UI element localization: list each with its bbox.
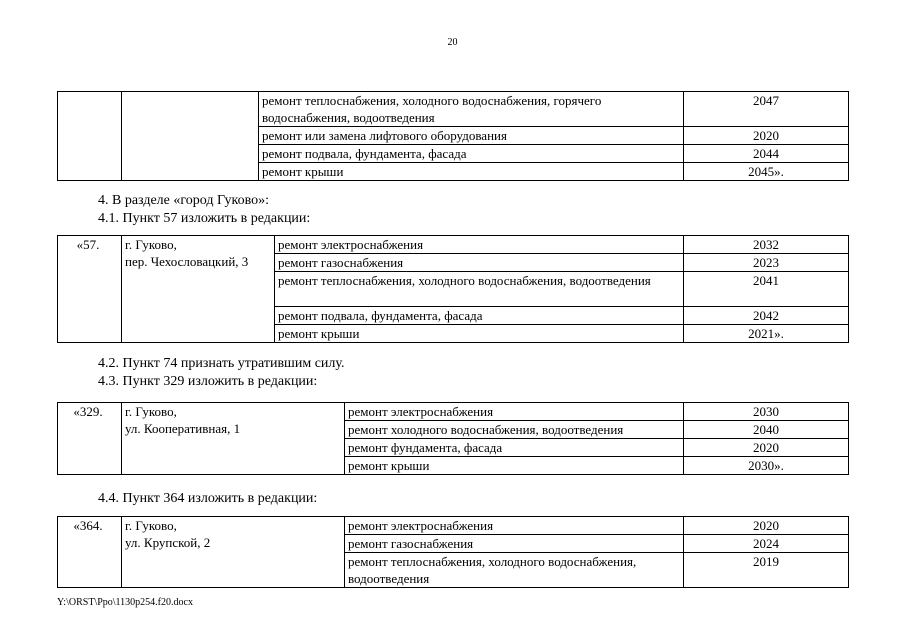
work-cell: ремонт теплоснабжения, холодного водоснабжения, водоотведения [275,272,684,307]
year-cell: 2020 [684,439,849,457]
work-cell: ремонт крыши [345,457,684,475]
address-street: ул. Крупской, 2 [125,535,211,550]
work-cell: ремонт фундамента, фасада [345,439,684,457]
table-item-364 [57,516,849,588]
work-cell: ремонт теплоснабжения, холодного водоснабжения, горячего водоснабжения, водоотведения [259,92,684,127]
year-cell: 2023 [684,254,849,272]
table-continuation [57,91,849,181]
year-cell: 2020 [684,127,849,145]
address-cell [122,92,259,181]
work-cell: ремонт газоснабжения [275,254,684,272]
table-row [58,517,849,535]
year-cell: 2019 [684,553,849,588]
paragraph-4-2: 4.2. Пункт 74 признать утратившим силу. [98,356,345,371]
year-cell: 2030 [684,403,849,421]
work-cell: ремонт крыши [259,163,684,181]
item-number: «329. [58,403,122,475]
year-cell: 2030». [684,457,849,475]
year-cell: 2021». [684,325,849,343]
address-city: г. Гуково, [125,404,177,419]
work-cell: ремонт крыши [275,325,684,343]
paragraph-4: 4. В разделе «город Гуково»: [98,193,270,208]
item-number: «364. [58,517,122,588]
work-cell: ремонт электроснабжения [345,403,684,421]
page-number: 20 [447,37,458,48]
address-cell [122,403,345,475]
item-number: «57. [58,236,122,343]
work-cell: ремонт подвала, фундамента, фасада [275,307,684,325]
address-city: г. Гуково, [125,237,177,252]
year-cell: 2041 [684,272,849,307]
work-cell: ремонт холодного водоснабжения, водоотведения [345,421,684,439]
work-cell: ремонт теплоснабжения, холодного водоснабжения, водоотведения [345,553,684,588]
table-row [58,92,849,127]
address-street: ул. Кооперативная, 1 [125,421,241,436]
work-cell: ремонт электроснабжения [345,517,684,535]
work-cell: ремонт газоснабжения [345,535,684,553]
table-item-57 [57,235,849,343]
year-cell: 2024 [684,535,849,553]
year-cell: 2047 [684,92,849,127]
year-cell: 2045». [684,163,849,181]
footer-file-path: Y:\ORST\Ppo\1130p254.f20.docx [57,597,193,608]
address-cell [122,236,275,343]
year-cell: 2044 [684,145,849,163]
address-street: пер. Чехословацкий, 3 [125,254,249,269]
year-cell: 2032 [684,236,849,254]
table-row [58,236,849,254]
table-row [58,403,849,421]
work-cell: ремонт подвала, фундамента, фасада [259,145,684,163]
paragraph-4-1: 4.1. Пункт 57 изложить в редакции: [98,211,311,226]
address-cell [122,517,345,588]
paragraph-4-4: 4.4. Пункт 364 изложить в редакции: [98,491,318,506]
year-cell: 2042 [684,307,849,325]
table-item-329 [57,402,849,475]
number-cell [58,92,122,181]
address-city: г. Гуково, [125,518,177,533]
paragraph-4-3: 4.3. Пункт 329 изложить в редакции: [98,374,318,389]
year-cell: 2040 [684,421,849,439]
year-cell: 2020 [684,517,849,535]
work-cell: ремонт или замена лифтового оборудования [259,127,684,145]
work-cell: ремонт электроснабжения [275,236,684,254]
